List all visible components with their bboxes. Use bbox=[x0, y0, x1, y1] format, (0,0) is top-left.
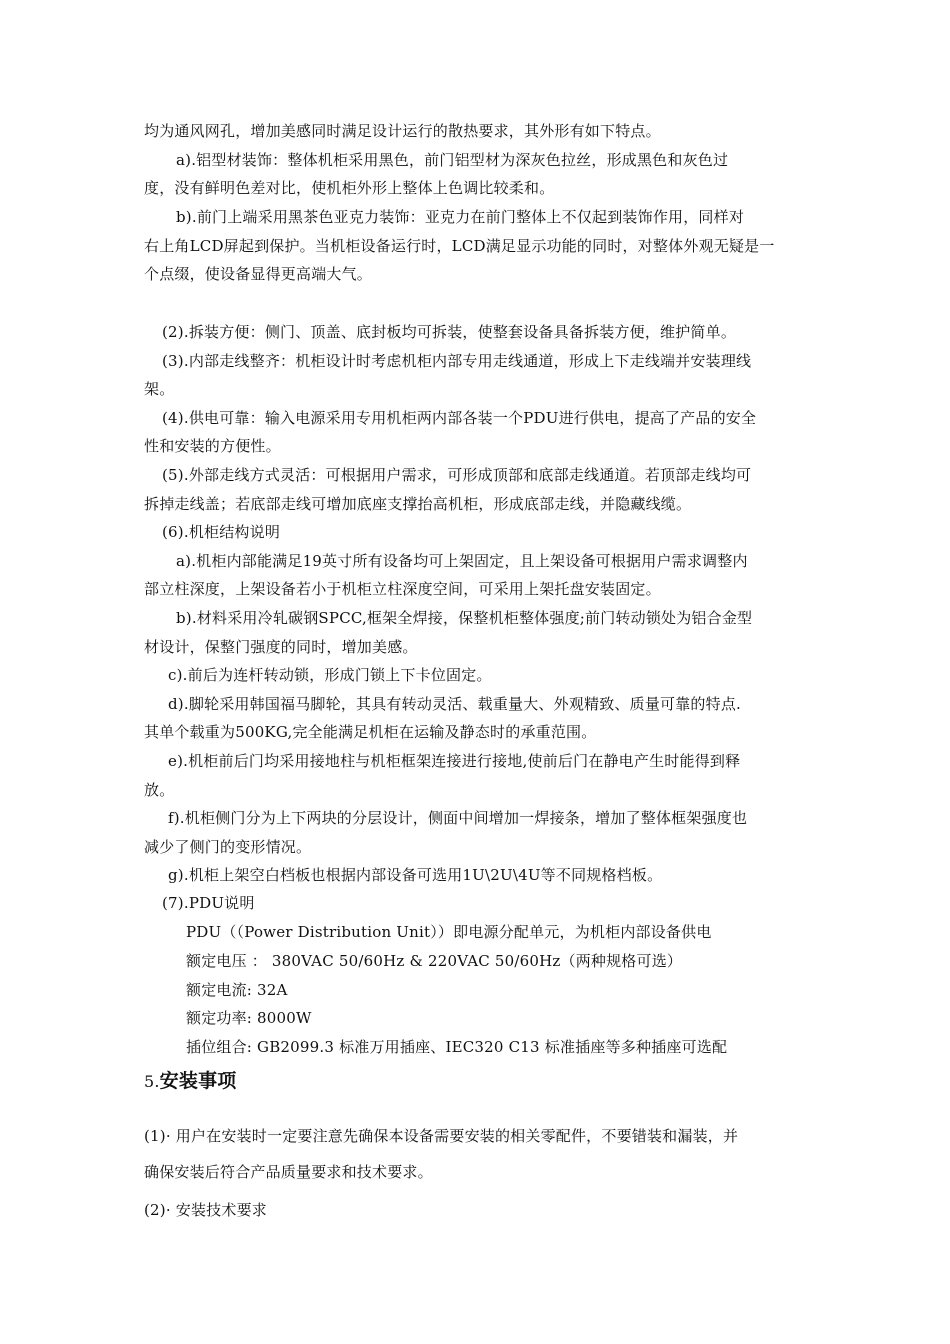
install-item-1: (1)· 用户在安装时一定要注意先确保本设备需要安装的相关零配件，不要错装和漏装，并 bbox=[144, 1127, 739, 1145]
paragraph-line: 右上角LCD屏起到保护。当机柜设备运行时，LCD满足显示功能的同时，对整体外观无疑是一 bbox=[144, 237, 775, 255]
sub-item-d: d).脚轮采用韩国福马脚轮，其具有转动灵活、载重量大、外观精致、质量可靠的特点. bbox=[168, 695, 741, 713]
paragraph-line: 减少了侧门的变形情况。 bbox=[144, 838, 312, 856]
paragraph-line: 放。 bbox=[144, 781, 175, 799]
paragraph-line: a).铝型材装饰：整体机柜采用黑色，前门铝型材为深灰色拉丝，形成黑色和灰色过 bbox=[176, 151, 729, 169]
pdu-rated-voltage: 额定电压 ： 380VAC 50/60Hz & 220VAC 50/60Hz（两种规格可选） bbox=[186, 952, 683, 970]
sub-item-b: b).材料采用冷轧碳钢SPCC,框架全焊接，保整机柜整体强度;前门转动锁处为铝合金型 bbox=[176, 609, 753, 627]
paragraph-line: 度，没有鲜明色差对比，使机柜外形上整体上色调比较柔和。 bbox=[144, 179, 555, 197]
paragraph-line: 均为通风网孔，增加美感同时满足设计运行的散热要求，其外形有如下特点。 bbox=[144, 122, 661, 140]
sub-item-f: f).机柜侧门分为上下两块的分层设计，侧面中间增加一焊接条，增加了整体框架强度也 bbox=[168, 809, 748, 827]
pdu-rated-power: 额定功率: 8000W bbox=[186, 1009, 312, 1027]
paragraph-line: 拆掉走线盖；若底部走线可增加底座支撑抬高机柜，形成底部走线，并隐藏线缆。 bbox=[144, 495, 692, 513]
sub-item-a: a).机柜内部能满足19英寸所有设备均可上架固定，且上架设备可根据用户需求调整内 bbox=[176, 552, 748, 570]
sub-item-g: g).机柜上架空白档板也根据内部设备可选用1U\2U\4U等不同规格档板。 bbox=[168, 866, 663, 884]
list-item-2: (2).拆装方便：侧门、顶盖、底封板均可拆装，使整套设备具备拆装方便，维护简单。 bbox=[162, 323, 737, 341]
sub-item-e: e).机柜前后门均采用接地柱与机柜框架连接进行接地,使前后门在静电产生时能得到释 bbox=[168, 752, 741, 770]
list-item-6: (6).机柜结构说明 bbox=[162, 523, 281, 541]
paragraph-line: 个点缀，使设备显得更高端大气。 bbox=[144, 265, 373, 283]
paragraph-line: 确保安装后符合产品质量要求和技术要求。 bbox=[144, 1163, 433, 1181]
pdu-rated-current: 额定电流: 32A bbox=[186, 981, 288, 999]
paragraph-line: 部立柱深度，上架设备若小于机柜立柱深度空间，可采用上架托盘安装固定。 bbox=[144, 580, 661, 598]
paragraph-line: 材设计，保整门强度的同时，增加美感。 bbox=[144, 638, 418, 656]
paragraph-line: 架。 bbox=[144, 380, 175, 398]
paragraph-line: b).前门上端采用黑茶色亚克力装饰：亚克力在前门整体上不仅起到装饰作用，同样对 bbox=[176, 208, 745, 226]
list-item-4: (4).供电可靠：输入电源采用专用机柜两内部各装一个PDU进行供电，提高了产品的安全 bbox=[162, 409, 757, 427]
paragraph-line: 其单个载重为500KG,完全能满足机柜在运输及静态时的承重范围。 bbox=[144, 723, 597, 741]
paragraph-line: 性和安装的方便性。 bbox=[144, 437, 281, 455]
list-item-3: (3).内部走线整齐：机柜设计时考虑机柜内部专用走线通道，形成上下走线端并安装理线 bbox=[162, 352, 752, 370]
sub-item-c: c).前后为连杆转动锁，形成门锁上下卡位固定。 bbox=[168, 666, 492, 684]
list-item-7: (7).PDU说明 bbox=[162, 894, 255, 912]
pdu-socket-combination: 插位组合: GB2099.3 标准万用插座、IEC320 C13 标准插座等多种插座可选配 bbox=[186, 1038, 728, 1056]
section-number: 5. bbox=[144, 1072, 160, 1091]
section-heading bbox=[144, 1069, 236, 1094]
list-item-5: (5).外部走线方式灵活：可根据用户需求，可形成顶部和底部走线通道。若顶部走线均可 bbox=[162, 466, 752, 484]
install-item-2: (2)· 安装技术要求 bbox=[144, 1201, 267, 1219]
section-title: 安装事项 bbox=[159, 1070, 237, 1092]
pdu-description: PDU（（Power Distribution Unit））即电源分配单元，为机柜内部设备供电 bbox=[186, 923, 712, 941]
